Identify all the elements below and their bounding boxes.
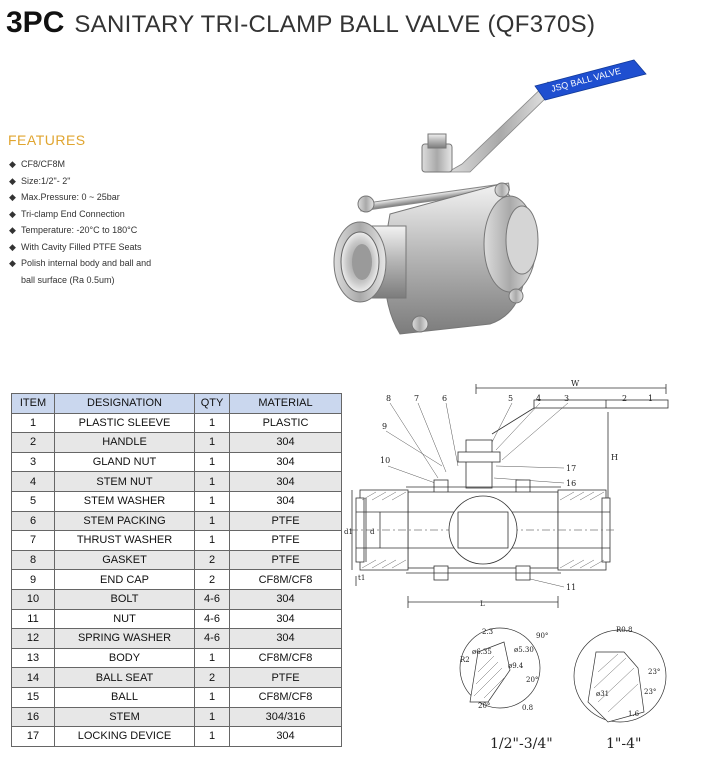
cell-item: 4 — [12, 472, 55, 492]
svg-text:9: 9 — [382, 422, 388, 431]
cell-item: 15 — [12, 687, 55, 707]
cell-qty: 4-6 — [195, 629, 230, 649]
cell-designation: BOLT — [55, 589, 195, 609]
cell-item: 11 — [12, 609, 55, 629]
table-row — [12, 433, 342, 453]
handle-label: JSQ BALL VALVE — [549, 65, 622, 94]
cell-item: 5 — [12, 491, 55, 511]
cell-designation: HANDLE — [55, 433, 195, 453]
model-code: 3PC — [6, 6, 65, 39]
cell-designation: PLASTIC SLEEVE — [55, 413, 195, 433]
cell-designation: BALL SEAT — [55, 668, 195, 688]
feature-item: ◆ Size:1/2"- 2" — [8, 173, 198, 190]
dim-t1: t1 — [358, 574, 366, 582]
table-row — [12, 511, 342, 531]
feature-item: ◆ CF8/CF8M — [8, 156, 198, 173]
feature-item: ◆ Max.Pressure: 0 ~ 25bar — [8, 189, 198, 206]
cell-material: PTFE — [230, 531, 342, 551]
cell-qty: 2 — [195, 570, 230, 590]
svg-text:17: 17 — [566, 464, 577, 473]
svg-text:90°: 90° — [536, 632, 549, 640]
cross-section-drawing — [346, 380, 716, 612]
table-row — [12, 491, 342, 511]
parts-table-body — [12, 413, 342, 746]
cell-qty: 1 — [195, 707, 230, 727]
svg-text:7: 7 — [414, 394, 420, 403]
cell-qty: 1 — [195, 472, 230, 492]
cell-material: CF8M/CF8 — [230, 687, 342, 707]
cell-designation: STEM WASHER — [55, 491, 195, 511]
table-row — [12, 609, 342, 629]
table-row — [12, 550, 342, 570]
svg-text:23°: 23° — [644, 688, 657, 696]
diamond-bullet-icon: ◆ — [9, 258, 16, 268]
detail-large-size — [574, 626, 666, 722]
parts-table — [11, 393, 342, 747]
cell-material: 304 — [230, 609, 342, 629]
diamond-bullet-icon: ◆ — [9, 192, 16, 202]
svg-text:ø5.30: ø5.30 — [514, 646, 534, 654]
cell-material: 304 — [230, 727, 342, 747]
svg-text:2: 2 — [622, 394, 628, 403]
cell-designation: GLAND NUT — [55, 452, 195, 472]
table-row — [12, 413, 342, 433]
cell-material: CF8M/CF8 — [230, 570, 342, 590]
column-header-material: MATERIAL — [230, 394, 342, 414]
feature-item-continued: ball surface (Ra 0.5um) — [21, 274, 115, 285]
feature-item: ◆ With Cavity Filled PTFE Seats — [8, 239, 198, 256]
svg-text:0.8: 0.8 — [522, 704, 534, 712]
cell-item: 6 — [12, 511, 55, 531]
cell-designation: STEM PACKING — [55, 511, 195, 531]
diamond-bullet-icon: ◆ — [9, 208, 16, 219]
table-row — [12, 531, 342, 551]
table-row — [12, 727, 342, 747]
cell-item: 12 — [12, 629, 55, 649]
svg-text:ø9.4: ø9.4 — [508, 662, 524, 670]
cell-material: 304 — [230, 589, 342, 609]
cell-designation: STEM NUT — [55, 472, 195, 492]
svg-text:11: 11 — [566, 583, 577, 592]
cell-designation: BODY — [55, 648, 195, 668]
cell-item: 2 — [12, 433, 55, 453]
detail-small-size — [460, 628, 548, 712]
diamond-bullet-icon: ◆ — [9, 225, 16, 235]
cell-item: 13 — [12, 648, 55, 668]
svg-text:16: 16 — [566, 479, 577, 488]
dim-d: d — [370, 528, 375, 536]
cell-designation: NUT — [55, 609, 195, 629]
valve-photo — [330, 64, 690, 364]
table-row — [12, 629, 342, 649]
features-section — [8, 132, 198, 288]
cell-item: 14 — [12, 668, 55, 688]
cell-designation: STEM — [55, 707, 195, 727]
cell-qty: 1 — [195, 433, 230, 453]
cell-designation: BALL — [55, 687, 195, 707]
cell-qty: 1 — [195, 531, 230, 551]
cell-material: PTFE — [230, 550, 342, 570]
cell-designation: END CAP — [55, 570, 195, 590]
feature-item: ◆ Tri-clamp End Connection — [8, 206, 198, 223]
table-row — [12, 570, 342, 590]
cell-qty: 4-6 — [195, 609, 230, 629]
diamond-bullet-icon: ◆ — [9, 175, 16, 186]
svg-text:6: 6 — [442, 394, 448, 403]
table-row — [12, 589, 342, 609]
cell-material: 304 — [230, 629, 342, 649]
cell-material: 304 — [230, 472, 342, 492]
cell-qty: 2 — [195, 668, 230, 688]
svg-text:8: 8 — [386, 394, 392, 403]
cell-qty: 4-6 — [195, 589, 230, 609]
cell-material: 304 — [230, 433, 342, 453]
svg-text:3: 3 — [564, 394, 570, 403]
cell-material: PTFE — [230, 511, 342, 531]
diamond-bullet-icon: ◆ — [9, 241, 16, 252]
dim-l: L — [480, 600, 485, 608]
svg-text:23°: 23° — [648, 668, 661, 676]
cell-qty: 1 — [195, 491, 230, 511]
svg-text:1.6: 1.6 — [628, 710, 640, 718]
features-list — [8, 156, 198, 288]
feature-item: ◆ Polish internal body and ball and — [8, 255, 198, 272]
cell-item: 16 — [12, 707, 55, 727]
table-row — [12, 668, 342, 688]
cell-material: PTFE — [230, 668, 342, 688]
feature-item: ◆ Temperature: -20°C to 180°C — [8, 222, 198, 239]
svg-text:R0.8: R0.8 — [616, 626, 633, 634]
table-row — [12, 707, 342, 727]
dim-d1: d1 — [344, 528, 353, 536]
cell-qty: 1 — [195, 511, 230, 531]
dim-w: W — [571, 379, 580, 388]
cell-item: 7 — [12, 531, 55, 551]
cell-qty: 1 — [195, 648, 230, 668]
cell-designation: SPRING WASHER — [55, 629, 195, 649]
svg-text:20°: 20° — [478, 702, 491, 710]
caption-large-size: 1"-4" — [606, 736, 642, 752]
table-header-row — [12, 394, 342, 414]
cell-material: PLASTIC — [230, 413, 342, 433]
svg-text:5: 5 — [508, 394, 514, 403]
table-row — [12, 472, 342, 492]
svg-text:ø31: ø31 — [596, 690, 610, 698]
product-title: SANITARY TRI-CLAMP BALL VALVE (QF370S) — [74, 11, 596, 38]
cell-item: 3 — [12, 452, 55, 472]
svg-text:ø6.35: ø6.35 — [472, 648, 492, 656]
cell-designation: LOCKING DEVICE — [55, 727, 195, 747]
svg-text:10: 10 — [380, 456, 391, 465]
cell-material: 304 — [230, 491, 342, 511]
svg-text:2.3: 2.3 — [482, 628, 494, 636]
cell-qty: 1 — [195, 687, 230, 707]
cell-item: 9 — [12, 570, 55, 590]
features-heading: FEATURES — [8, 132, 86, 148]
cell-item: 1 — [12, 413, 55, 433]
cell-material: CF8M/CF8 — [230, 648, 342, 668]
cell-item: 10 — [12, 589, 55, 609]
table-row — [12, 648, 342, 668]
diamond-bullet-icon: ◆ — [9, 159, 16, 169]
cell-item: 8 — [12, 550, 55, 570]
page-title — [6, 6, 595, 40]
column-header-qty: QTY — [195, 394, 230, 414]
cell-qty: 1 — [195, 413, 230, 433]
cell-item: 17 — [12, 727, 55, 747]
column-header-item: ITEM — [12, 394, 55, 414]
ferrule-detail-drawings — [448, 612, 716, 768]
cell-designation: THRUST WASHER — [55, 531, 195, 551]
column-header-designation: DESIGNATION — [55, 394, 195, 414]
table-row — [12, 452, 342, 472]
handle-grip — [535, 60, 646, 100]
cell-material: 304 — [230, 452, 342, 472]
svg-text:1: 1 — [648, 394, 654, 403]
caption-small-size: 1/2"-3/4" — [490, 736, 553, 752]
svg-text:R2: R2 — [460, 656, 470, 664]
table-row — [12, 687, 342, 707]
svg-text:20°: 20° — [526, 676, 539, 684]
cell-designation: GASKET — [55, 550, 195, 570]
cell-qty: 2 — [195, 550, 230, 570]
cell-qty: 1 — [195, 727, 230, 747]
cell-qty: 1 — [195, 452, 230, 472]
svg-text:4: 4 — [536, 394, 542, 403]
cell-material: 304/316 — [230, 707, 342, 727]
dim-h: H — [611, 453, 618, 462]
